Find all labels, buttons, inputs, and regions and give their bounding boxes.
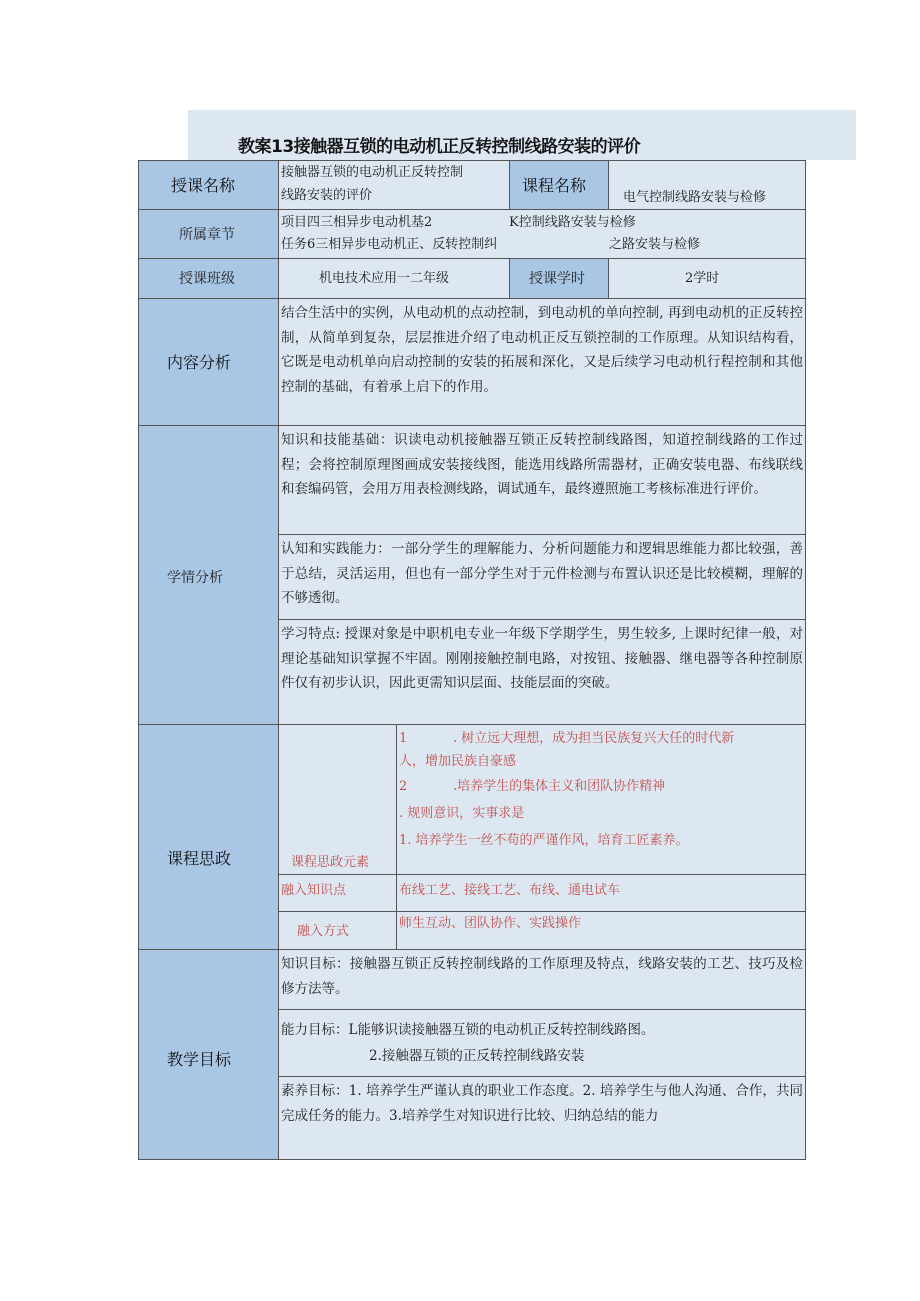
class-label: 授课班级 — [179, 271, 235, 287]
chapter-line2b: 之路安装与检修 — [609, 237, 701, 252]
hours-value: 2学时 — [685, 271, 720, 286]
ideology-item1-text: . 树立远大理想，成为担当民族复兴大任的时代新 — [453, 731, 735, 746]
page-title: 教案13接触器互锁的电动机正反转控制线路安装的评价 — [238, 137, 641, 157]
goals-label: 教学目标 — [167, 1050, 232, 1069]
chapter-value-cell — [278, 209, 806, 259]
subject-label-cell — [509, 160, 609, 210]
chapter-line1b: K控制线路安装与检修 — [509, 215, 636, 230]
course-name-value-cell — [278, 160, 510, 210]
ideology-item4-text: 1. 培养学生一丝不苟的严谨作风，培育工匠素养。 — [399, 833, 689, 848]
ideology-elements-label-cell — [278, 724, 397, 875]
ideology-item3-text: . 规则意识，实事求是 — [399, 806, 525, 821]
chapter-label-cell — [138, 209, 279, 259]
chapter-line1a: 项目四三相异步电动机基2 — [281, 215, 433, 230]
student-analysis-label: 学情分析 — [167, 570, 223, 586]
chapter-label: 所属章节 — [179, 227, 235, 243]
course-name-label-cell — [138, 160, 279, 210]
class-value: 机电技术应用一二年级 — [319, 271, 450, 286]
goals-ability-line2: 2.接触器互锁的正反转控制线路安装 — [369, 1048, 585, 1064]
method-label-cell — [278, 911, 397, 950]
goals-quality-cell — [278, 1076, 806, 1160]
content-analysis-text: 结合生活中的实例，从电动机的点动控制，到电动机的单向控制, 再到电动机的正反转控制，从简单到复杂，层层推进介绍了电动机正反互锁控制的工作原理。从知识结构看，它既是电动机单向启动控制的安装的拓展和深化，又是后续学习电动机行程控制和其他控制的基础，有着承上启下的作用。 — [281, 305, 803, 395]
student-analysis-p2-cell — [278, 534, 806, 620]
class-label-cell — [138, 258, 279, 299]
ideology-label: 课程思政 — [167, 849, 232, 868]
knowledge-point-value: 布线工艺、接线工艺、布线、通电试车 — [399, 883, 621, 898]
goals-quality: 素养目标：1. 培养学生严谨认真的职业工作态度。2. 培养学生与他人沟通、合作，共同完成任务的能力。3.培养学生对知识进行比较、归纳总结的能力 — [281, 1083, 803, 1124]
subject-value: 电气控制线路安装与检修 — [623, 190, 767, 205]
ideology-elements-cell — [396, 724, 806, 875]
content-analysis-label: 内容分析 — [167, 353, 232, 372]
hours-label-cell — [509, 258, 609, 299]
goals-label-cell — [138, 949, 279, 1160]
knowledge-point-value-cell — [396, 874, 806, 912]
goals-knowledge-cell — [278, 949, 806, 1010]
goals-ability-line1: 能力目标：L能够识读接触器互锁的电动机正反转控制线路图。 — [281, 1022, 655, 1038]
chapter-line2a: 任务6三相异步电动机正、反转控制纠 — [281, 237, 498, 252]
student-analysis-p1-cell — [278, 425, 806, 535]
ideology-label-cell — [138, 724, 279, 950]
ideology-item1-text2: 人，增加民族自豪感 — [399, 754, 517, 769]
hours-value-cell — [608, 258, 806, 299]
content-analysis-label-cell — [138, 298, 279, 426]
method-label: 融入方式 — [297, 924, 350, 939]
subject-value-cell — [608, 160, 806, 210]
student-analysis-p3: 学习特点: 授课对象是中职机电专业一年级下学期学生，男生较多, 上课时纪律一般，对理论基础知识掌握不牢固。刚刚接触控制电路，对按钮、接触器、继电器等各种控制原件仅有初步认识，因此更需知识层面、技能层面的突破。 — [281, 626, 803, 691]
student-analysis-p3-cell — [278, 619, 806, 725]
goals-ability-cell — [278, 1009, 806, 1077]
course-name-line2: 线路安装的评价 — [281, 188, 373, 203]
subject-label: 课程名称 — [522, 176, 587, 195]
ideology-item2-num: 2 — [399, 779, 408, 794]
knowledge-point-label: 融入知识点 — [281, 883, 347, 898]
student-analysis-p2: 认知和实践能力：一部分学生的理解能力、分析问题能力和逻辑思维能力都比较强，善于总结，灵活运用，但也有一部分学生对于元件检测与布置认识还是比较模糊，理解的不够透彻。 — [281, 541, 803, 606]
goals-knowledge: 知识目标：接触器互锁正反转控制线路的工作原理及特点，线路安装的工艺、技巧及检修方法等。 — [281, 956, 803, 997]
hours-label: 授课学时 — [529, 271, 585, 287]
course-name-line1: 接触器互锁的电动机正反转控制 — [281, 165, 464, 180]
content-analysis-cell — [278, 298, 806, 426]
method-value-cell — [396, 911, 806, 950]
class-value-cell — [278, 258, 510, 299]
ideology-item1-num: 1 — [399, 731, 408, 746]
method-value: 师生互动、团队协作、实践操作 — [399, 916, 582, 931]
course-name-label: 授课名称 — [171, 176, 236, 195]
student-analysis-p1: 知识和技能基础：识读电动机接触器互锁正反转控制线路图，知道控制线路的工作过程；会将控制原理图画成安装接线图，能选用线路所需器材，正确安装电器、布线联线和套编码管，会用万用表检测线路，调试通车，最终遵照施工考核标准进行评价。 — [281, 432, 803, 497]
student-analysis-label-cell — [138, 425, 279, 725]
ideology-item2-text: .培养学生的集体主义和团队协作精神 — [453, 779, 666, 794]
ideology-elements-label: 课程思政元素 — [291, 855, 370, 870]
knowledge-point-label-cell — [278, 874, 397, 912]
